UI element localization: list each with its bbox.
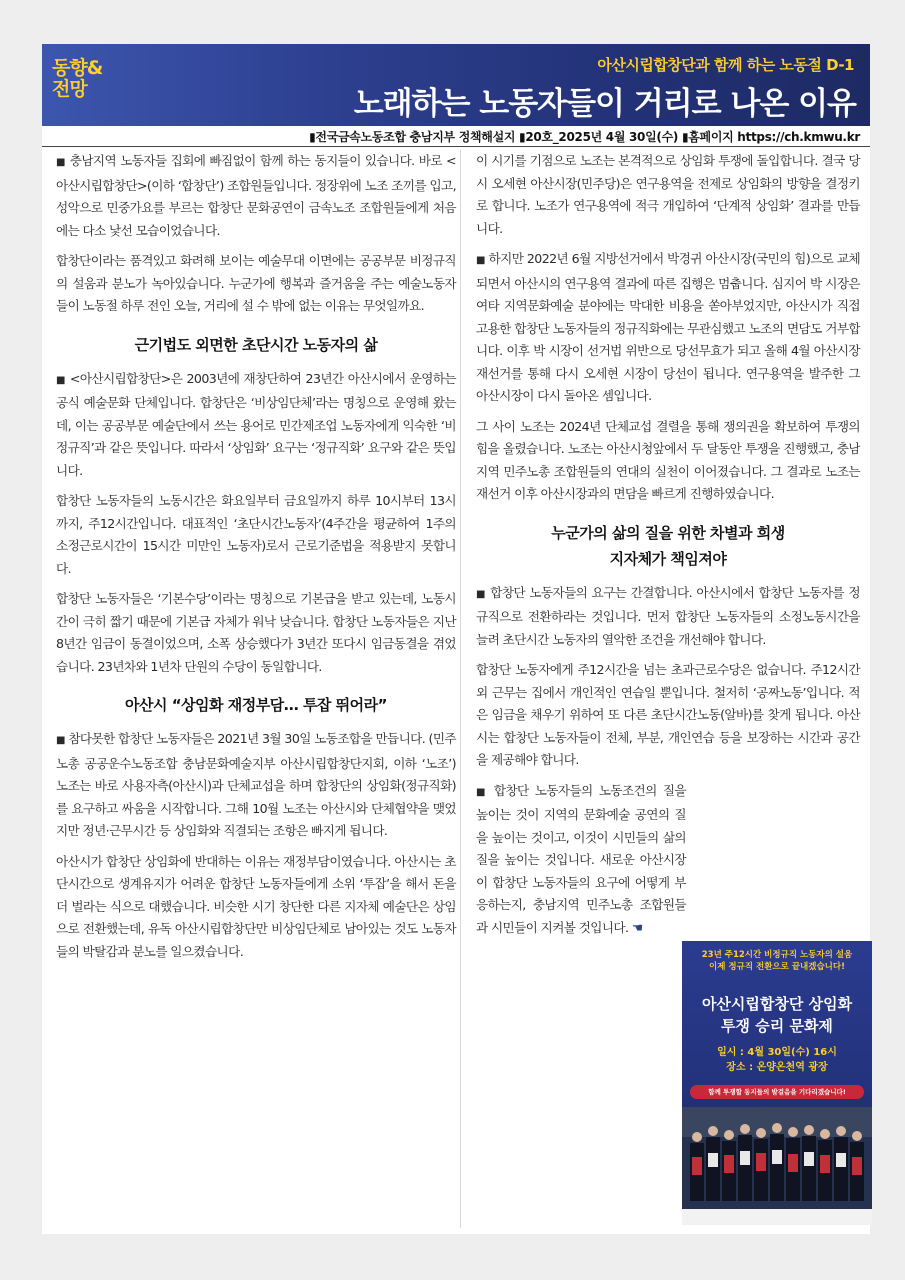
paragraph: 합창단 노동자들은 ‘기본수당’이라는 명칭으로 기본급을 받고 있는데, 노동시간이 극히 짧기 때문에 기본급 자체가 워낙 낮습니다. 합창단 노동자들은 지난 8년간 임금이 동결이었으며, 소폭 상승했다가 3년간 또다시 임금동결을 겪었습니다. 23년차와 1년차 단원의 수당이 동일합니다.: [56, 591, 456, 674]
subheading-line-1: 누군가의 삶의 질을 위한 차별과 희생: [551, 523, 785, 542]
paragraph: [56, 728, 456, 843]
left-column: [56, 150, 456, 971]
paragraph: 합창단 노동자에게 주12시간을 넘는 초과근로수당은 없습니다. 주12시간 외 근무는 집에서 개인적인 연습일 뿐입니다. 철저히 ‘공짜노동’입니다. 적은 임금을 채우기 위하여 또 다른 초단시간노동(알바)를 찾게 됩니다. 아산시는 합창단 노동자들이 전체, 부분, 개인연습 등을 보장하는 시간과 공간을 제공해야 합니다.: [476, 662, 860, 767]
bullet-icon: ■: [56, 374, 66, 386]
paragraph: [56, 368, 456, 483]
poster-footer-strip: [682, 1209, 872, 1225]
poster-title-2: 투쟁 승리 문화제: [721, 1017, 833, 1035]
paragraph-text: 하지만 2022년 6월 지방선거에서 박경귀 아산시장(국민의 힘)으로 교체되면서 아산시의 연구용역 결과에 따른 집행은 멈춥니다. 심지어 박 시장은 여타 지역문화예술 분야에는 막대한 비용을 쏟아부었지만, 아산시가 직접 고용한 합창단 노동자들의 정규직화에는 무관심했고 노조의 면담도 거부합니다. 이후 박 시장이 선거법 위반으로 당선무효가 되고 올해 4월 아산시장 재선거를 통해 다시 오세현 시장이 당선이 됩니다. 연구용역을 발주한 그 아산시장이 다시 돌아온 셈입니다.: [476, 251, 861, 403]
paragraph: 이 시기를 기점으로 노조는 본격적으로 상임화 투쟁에 돌입합니다. 결국 당시 오세현 아산시장(민주당)은 연구용역을 전제로 상임화의 방향을 결정키로 합니다. 노조가 연구용역에 적극 개입하여 ‘단계적 상임화’ 결과를 만듭니다.: [476, 153, 860, 236]
subheading: 아산시 “상임화 재정부담… 투잡 뛰어라”: [125, 696, 387, 714]
header-banner: [42, 44, 870, 126]
bullet-icon: ■: [476, 786, 488, 798]
event-poster: [682, 941, 872, 1225]
choir-crowd-photo: [682, 1107, 872, 1209]
poster-date: 일시 : 4월 30일(수) 16시: [717, 1047, 837, 1058]
subheading-line-2: 지자체가 책임져야: [609, 549, 727, 568]
poster-tagline-1: 23년 주12시간 비정규직 노동자의 설움: [701, 950, 853, 960]
paragraph-text: 충남지역 노동자들 집회에 빠짐없이 함께 하는 동지들이 있습니다. 바로 <아산시립합창단>(이하 ‘합창단’) 조합원들입니다. 정장위에 노조 조끼를 입고, 성악으로 민중가요를 부르는 합창단 문화공연이 금속노조 조합원들에게 처음에는 다소 낯선 모습이었습니다.: [56, 153, 456, 238]
section-tag: [52, 58, 102, 100]
paragraph-text: <아산시립합창단>은 2003년에 재창단하여 23년간 아산시에서 운영하는 공식 예술문화 단체입니다. 합창단은 ‘비상임단체’라는 명칭으로 운영해 왔는데, 이는 공공부문 예술단에서 쓰는 용어로 민간제조업 노동자에게 익숙한 ‘비정규직’과 같은 뜻입니다. 따라서 ‘상임화’ 요구는 ‘정규직화’ 요구와 같은 뜻입니다.: [56, 370, 456, 478]
paragraph: 합창단 노동자들의 노동시간은 화요일부터 금요일까지 하루 10시부터 13시까지, 주12시간입니다. 대표적인 ‘초단시간노동자’(4주간을 평균하여 1주의 소정근로시간이 15시간 미만인 노동자)로서 근로기준법을 적용받지 못합니다.: [56, 493, 456, 576]
poster-ribbon: 함께 투쟁할 동지들의 발걸음을 기다리겠습니다!: [690, 1085, 864, 1099]
bullet-icon: ■: [56, 735, 65, 746]
bullet-icon: ■: [476, 588, 486, 600]
paragraph: 아산시가 합창단 상임화에 반대하는 이유는 재정부담이였습니다. 아산시는 초단시간으로 생계유지가 어려운 합창단 노동자들에게 소위 ‘투잡’을 해서 돈을 더 벌라는 식으로 대했습니다. 비슷한 시기 창단한 다른 지자체 예술단은 상임으로 전환했는데, 유독 아산시립합창단만 비상임단체로 남아있는 것도 노동자들의 박탈감과 분노를 일으켰습니다.: [56, 853, 456, 959]
right-column: [476, 150, 860, 947]
paragraph: 그 사이 노조는 2024년 단체교섭 결렬을 통해 쟁의권을 확보하여 투쟁의 힘을 올렸습니다. 노조는 아산시청앞에서 두 달동안 투쟁을 진행했고, 충남지역 민주노총 조합원들의 연대의 실천이 이어졌습니다. 그 결과로 노조는 재선거 이후 아산시장과의 면담을 빠르게 진행하였습니다.: [476, 418, 860, 501]
poster-tagline-2: 이제 정규직 전환으로 끝내겠습니다!: [709, 962, 845, 972]
kicker: 아산시립합창단과 함께 하는 노동절 D-1: [597, 56, 854, 74]
subheading: 근기법도 외면한 초단시간 노동자의 삶: [134, 335, 378, 354]
paragraph-text: 합창단 노동자들의 노동조건의 질을 높이는 것이 지역의 문화예술 공연의 질을 높이는 것이고, 이것이 시민들의 삶의 질을 높이는 것입니다. 새로운 아산시장이 합창단 노동자들의 요구에 어떻게 부응하는지, 충남지역 민주노총 조합원들과 시민들이 지켜볼 것입니다.: [476, 782, 686, 935]
newsletter-page: [42, 44, 870, 1234]
bullet-icon: ■: [476, 255, 486, 266]
subheading: [476, 520, 860, 572]
poster-place: 장소 : 온양온천역 광장: [726, 1062, 828, 1073]
paragraph: [56, 150, 456, 242]
paragraph-text: 합창단 노동자들의 요구는 간결합니다. 아산시에서 합창단 노동자를 정규직으로 전환하라는 것입니다. 먼저 합창단 노동자들의 소정노동시간을 늘려 초단시간 노동자의 열악한 조건을 개선해야 합니다.: [476, 584, 860, 647]
end-hand-icon: ☚: [631, 919, 643, 935]
bullet-icon: ■: [56, 157, 66, 168]
poster-title-1: 아산시립합창단 상임화: [701, 995, 853, 1013]
section-tag-line-1: 동향&: [52, 57, 103, 79]
paragraph: [476, 780, 686, 940]
publisher-bar: ▮전국금속노동조합 충남지부 정책해설지 ▮20호_2025년 4월 30일(수) ▮홈페이지 https://ch.kmwu.kr: [309, 130, 860, 144]
paragraph: 합창단이라는 품격있고 화려해 보이는 예술무대 이면에는 공공부문 비정규직의 설움과 분노가 녹아있습니다. 누군가에 행복과 즐거움을 주는 예술노동자들이 노동절 하루 전인 오늘, 거리에 설 수 밖에 없는 이유는 무엇일까요.: [56, 253, 456, 313]
paragraph: [476, 582, 860, 652]
paragraph: [476, 248, 860, 408]
paragraph-text: 참다못한 합창단 노동자들은 2021년 3월 30일 노동조합을 만듭니다. (민주노총 공공운수노동조합 충남문화예술지부 아산시립합창단지회, 이하 ‘노조’) 노조는 바로 사용자측(아산시)과 단체교섭을 하며 합창단의 상임화(정규직화)를 요구하고 싸움을 시작합니다. 그해 10월 노조는 아산시와 단체협약을 맺었지만 정년·근무시간 등 상임화와 직결되는 조항은 빠지게 됩니다.: [56, 731, 456, 838]
section-tag-line-2: 전망: [52, 78, 87, 100]
column-divider: [460, 150, 461, 1228]
header-rule: [42, 146, 870, 147]
headline: 노래하는 노동자들이 거리로 나온 이유: [353, 86, 856, 122]
